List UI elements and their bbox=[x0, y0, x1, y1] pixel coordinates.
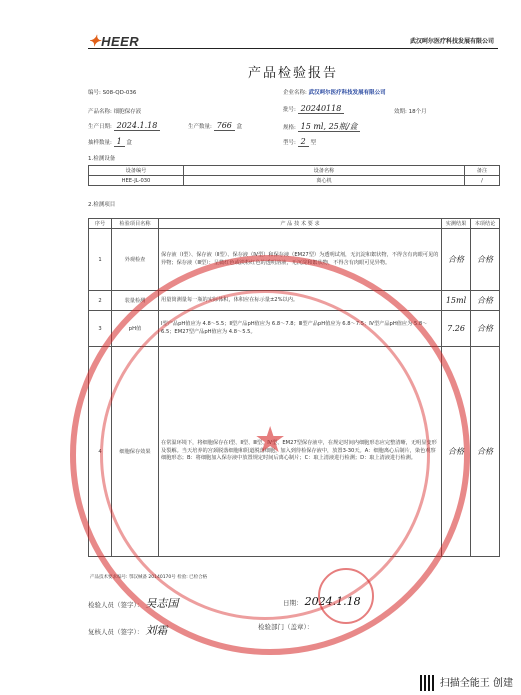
production-date: 生产日期: 2024.1.18 bbox=[88, 121, 160, 130]
items-table bbox=[88, 218, 500, 557]
item-requirement: Ⅰ型产品pH值应为 4.8～5.5；Ⅱ型产品pH值应为 6.8～7.8；Ⅲ型产品pH值应为 6.8～7.5；Ⅳ型产品pH值应为 5.8～6.5；EM27型产品pH值应为 4.8～5.5。 bbox=[159, 311, 442, 347]
table-row bbox=[89, 311, 500, 347]
table-header: 产 品 技 术 要 求 bbox=[159, 219, 442, 229]
item-result: 合格 bbox=[442, 347, 471, 557]
table-cell: HEE-JL-030 bbox=[89, 176, 184, 186]
scanner-watermark: 扫描全能王 创建 bbox=[420, 674, 513, 691]
item-result: 15ml bbox=[442, 291, 471, 311]
sample-quantity: 抽样数量: 1 盒 bbox=[88, 137, 132, 146]
table-cell: / bbox=[465, 176, 500, 186]
inspector-signature: 检验人员（签字）： 吴志国 bbox=[88, 597, 179, 610]
item-name: pH值 bbox=[112, 311, 159, 347]
equipment-table bbox=[88, 165, 500, 186]
item-no: 4 bbox=[89, 347, 112, 557]
table-header: 设备名称 bbox=[184, 166, 465, 176]
item-requirement: 用量筒测量每一瓶的实际体积，体积应在标示量±2%以内。 bbox=[159, 291, 442, 311]
model: 型号: 2 型 bbox=[283, 137, 316, 146]
table-header: 备注 bbox=[465, 166, 500, 176]
company-logo: ✦HEER bbox=[88, 33, 140, 50]
section-items: 2.检测项目 bbox=[88, 202, 116, 208]
owner: 企业名称: 武汉呵尔医疗科技发展有限公司 bbox=[283, 90, 386, 96]
qr-code-icon bbox=[420, 675, 436, 691]
item-conclusion: 合格 bbox=[471, 291, 500, 311]
inspection-date: 日期： 2024.1.18 bbox=[283, 595, 361, 608]
item-name: 装量检测 bbox=[112, 291, 159, 311]
item-name: 外观检查 bbox=[112, 229, 159, 291]
seal-star-icon: ★ bbox=[254, 420, 287, 461]
item-conclusion: 合格 bbox=[471, 347, 500, 557]
production-quantity: 生产数量: 766 盒 bbox=[188, 121, 243, 130]
reviewer-signature: 复核人员（签字）： 刘霜 bbox=[88, 624, 168, 637]
specification: 规格: 15 ml, 25瓶/盒 bbox=[283, 121, 360, 132]
item-result: 合格 bbox=[442, 229, 471, 291]
report-title: 产品检验报告 bbox=[247, 66, 338, 81]
table-header: 检验项目名称 bbox=[112, 219, 159, 229]
table-header: 设备编号 bbox=[89, 166, 184, 176]
table-cell: 离心机 bbox=[184, 176, 465, 186]
table-header: 序号 bbox=[89, 219, 112, 229]
table-row bbox=[89, 176, 500, 186]
item-no: 2 bbox=[89, 291, 112, 311]
section-equipment: 1.检测设备 bbox=[88, 156, 116, 162]
product-name: 产品名称: 细胞保存液 bbox=[88, 109, 142, 115]
company-name: 武汉呵尔医疗科技发展有限公司 bbox=[409, 38, 494, 45]
item-no: 1 bbox=[89, 229, 112, 291]
validity: 效期: 18个月 bbox=[394, 109, 427, 115]
item-no: 3 bbox=[89, 311, 112, 347]
report-page bbox=[78, 18, 508, 668]
item-name: 细胞保存效果 bbox=[112, 347, 159, 557]
item-requirement: 保存液（Ⅰ型）、保存液（Ⅱ型）、保存液（Ⅳ型）和保存液（EM27型）为透明试剂，无沉淀和絮状物，不得含有肉眼可见的异物；保存液（Ⅲ型）：呈微红色或淡粉红色的透明溶液，无沉淀和絮状物，不得含有肉眼可见异物。 bbox=[159, 229, 442, 291]
table-row bbox=[89, 229, 500, 291]
doc-number: 编号: S08-QD-036 bbox=[88, 90, 137, 96]
item-conclusion: 合格 bbox=[471, 229, 500, 291]
table-header: 本项结论 bbox=[471, 219, 500, 229]
item-requirement: 在常温环境下，将细胞保存在Ⅰ型、Ⅱ型、Ⅲ型、Ⅳ型、EM27型保存液中，在规定时间内细胞形态应完整清晰，无明显变形及裂解。当天培养的宫颈脱落细胞和阴道脱落细胞，加入到待检保存液中，放置3-30天。A：细胞离心后制片，染色观察细胞形态；B：将细胞加入保存液中放置规定时间后离心制片；C：取上清液进行检测；D：取上清液进行检测。 bbox=[159, 347, 442, 557]
batch-number: 批号: 20240118 bbox=[283, 104, 344, 113]
item-result: 7.26 bbox=[442, 311, 471, 347]
standard-note: 产品技术要求编号: 鄂汉械备 20140170号 检验: 已检合格 bbox=[90, 575, 208, 580]
inspection-dept: 检验部门（盖章）： bbox=[258, 623, 314, 631]
item-conclusion: 合格 bbox=[471, 311, 500, 347]
table-header: 实测结果 bbox=[442, 219, 471, 229]
header-rule bbox=[88, 48, 498, 49]
table-row bbox=[89, 347, 500, 557]
table-row bbox=[89, 291, 500, 311]
